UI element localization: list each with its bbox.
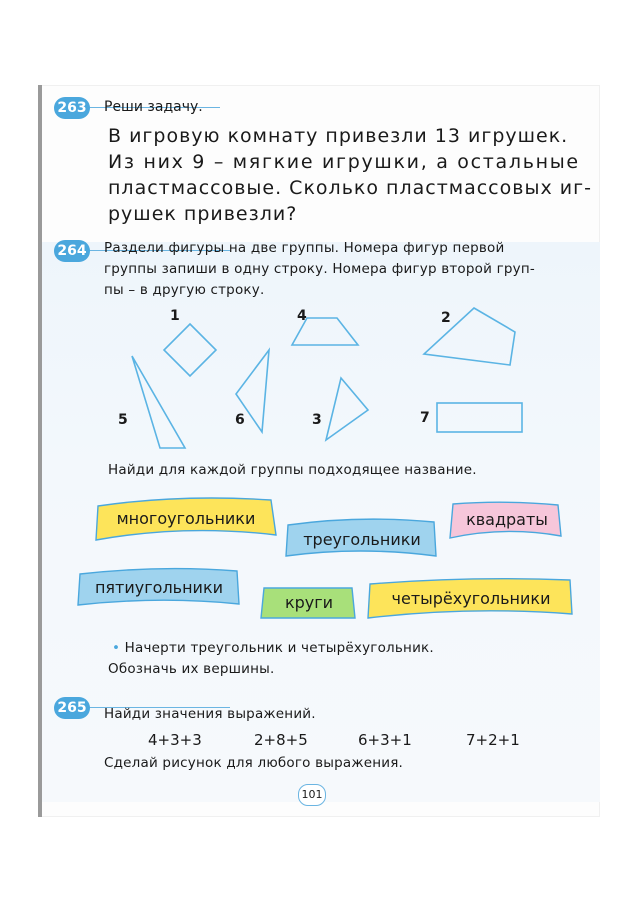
bullet-line-2: Обозначь их вершины. (108, 661, 275, 677)
bullet-text-1: Начерти треугольник и четырёхугольник. (124, 640, 434, 656)
bullet-icon: • (112, 640, 121, 656)
figure-label-1: 1 (170, 308, 180, 324)
expression-1: 4+3+3 (148, 731, 202, 749)
task-265-footer: Сделай рисунок для любого выражения. (104, 755, 404, 771)
task-264-line-3: пы – в другую строку. (104, 282, 265, 298)
task-264-line-1: Раздели фигуры на две группы. Номера фигур первой (104, 240, 505, 256)
figure-label-7: 7 (420, 410, 430, 426)
task-264-badge: 264 (54, 240, 90, 262)
bullet-line-1 (112, 638, 434, 658)
task-263-badge: 263 (54, 97, 90, 119)
task-264-line-2: группы запиши в одну строку. Номера фигур второй груп- (104, 261, 535, 277)
expression-2: 2+8+5 (254, 731, 308, 749)
task-263-line-3: пластмассовые. Сколько пластмассовых иг- (108, 177, 592, 199)
label-polygons: многоугольники (116, 509, 256, 528)
page-number: 101 (298, 784, 326, 806)
label-triangles: треугольники (303, 530, 421, 549)
figure-label-4: 4 (297, 308, 307, 324)
label-squares: квадраты (466, 510, 548, 529)
task-263-line-1: В игровую комнату привезли 13 игрушек. (108, 125, 569, 147)
task-264-instruction: Найди для каждой группы подходящее название. (108, 462, 477, 478)
expression-4: 7+2+1 (466, 731, 520, 749)
task-263-title: Реши задачу. (104, 99, 203, 115)
figure-label-6: 6 (235, 412, 245, 428)
figure-label-2: 2 (441, 310, 451, 326)
expression-3: 6+3+1 (358, 731, 412, 749)
label-circles: круги (284, 593, 334, 612)
label-quadrilaterals: четырёхугольники (391, 589, 551, 608)
task-265-badge: 265 (54, 697, 90, 719)
figure-label-3: 3 (312, 412, 322, 428)
figure-label-5: 5 (118, 412, 128, 428)
task-263-line-2: Из них 9 – мягкие игрушки, а остальные (108, 151, 580, 173)
label-pentagons: пятиугольники (94, 578, 224, 597)
task-263-line-4: рушек привезли? (108, 203, 298, 225)
task-265-title: Найди значения выражений. (104, 706, 316, 722)
